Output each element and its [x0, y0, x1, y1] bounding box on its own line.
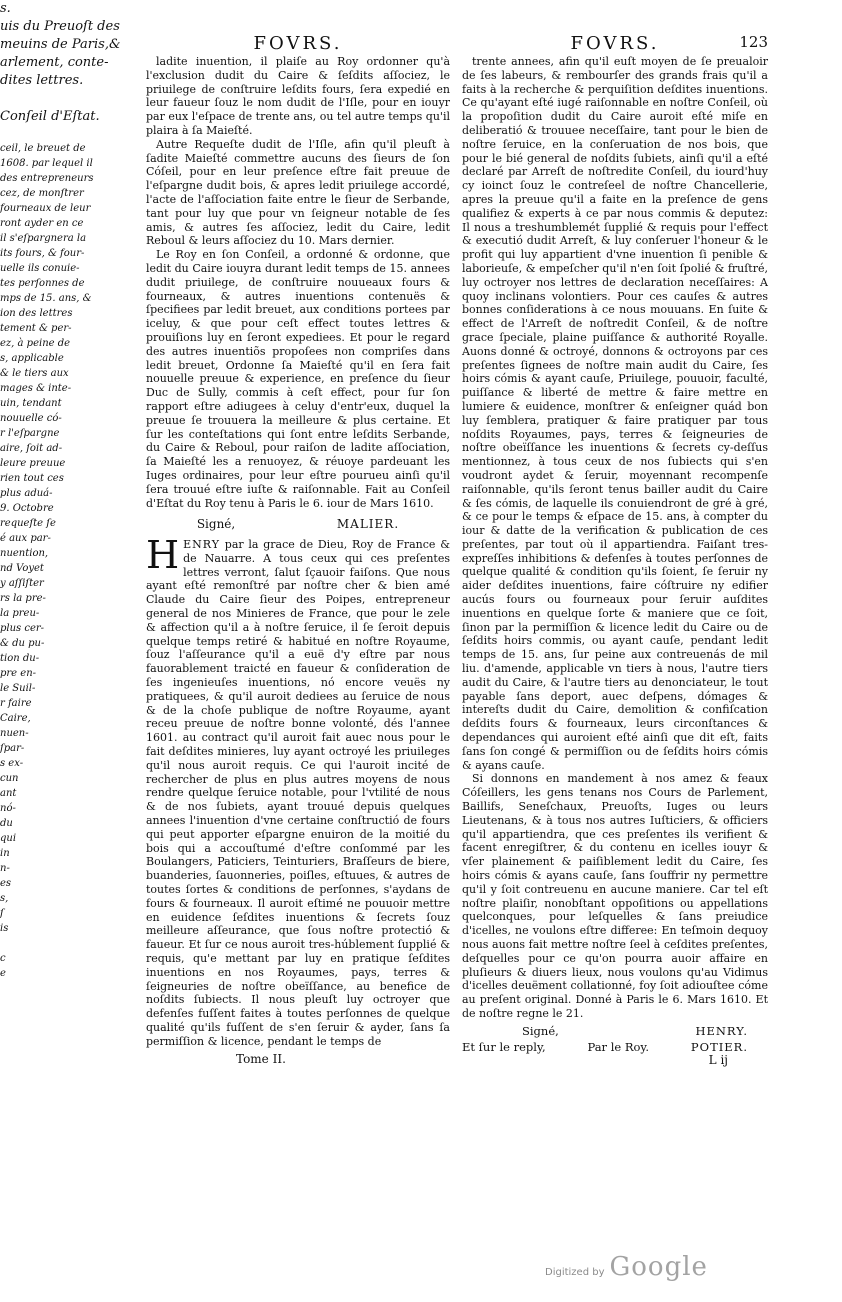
- margin-line: s,: [0, 893, 9, 904]
- margin-line: plus cer-: [0, 623, 45, 634]
- right-column: [462, 33, 768, 1068]
- margin-line: & le tiers aux: [0, 368, 69, 379]
- reply-label: Et ſur le reply,: [462, 1039, 546, 1054]
- margin-line: ſ: [0, 908, 4, 919]
- margin-line: fourneaux de leur: [0, 203, 91, 214]
- margin-line: du: [0, 818, 13, 829]
- signed-king: HENRY.: [695, 1023, 748, 1038]
- margin-line: cez, de monſtrer: [0, 188, 84, 199]
- margin-line: rs la pre-: [0, 593, 46, 604]
- margin-line: arlement, conte-: [0, 55, 109, 70]
- margin-line: plus aduá-: [0, 488, 53, 499]
- margin-line: nouuelle có-: [0, 413, 62, 424]
- margin-line: mps de 15. ans, &: [0, 293, 92, 304]
- countersignature: [462, 1041, 768, 1055]
- margin-line: 1608. par lequel il: [0, 158, 93, 169]
- margin-line: tement & per-: [0, 323, 72, 334]
- running-head-left: [146, 33, 450, 55]
- margin-line: tion du-: [0, 653, 40, 664]
- signature-mark: L ij: [708, 1053, 728, 1068]
- paragraph: Si donnons en mandement à nos amez & feaux Cóſeillers, les gens tenans nos Cours de Parlement, Baillifs, Seneſchaux, Preuoſts, Iuges ou leurs Lieutenans, & à tous nos autres Iuſticiers, & officiers qu'il appartiendra, que ces preſentes ils verifient & facent enregiſtrer, & du contenu en icelles iouyr & vſer plainement & paiſiblement ledit du Caire, ſes hoirs cómis & ayans cauſe, ſans ſouffrir ny permettre qu'il y ſoit contreuenu en aucune maniere. Car tel eſt noſtre plaiſir, nonobſtant oppoſitions ou appellations quelconques, pour leſquelles & ſans preiudice d'icelles, ne voulons eſtre differee: En teſmoin dequoy nous auons fait mettre noſtre ſeel à ceſdites preſentes, deſquelles pour ce qu'on pourra auoir affaire en pluſieurs & diuers lieux, nous voulons qu'au Vidimus d'icelles deuëment collationné, foy ſoit adiouſtee cóme au preſent original. Donné à Paris le 6. Mars 1610. Et de noſtre regne le 21.: [462, 772, 768, 1020]
- signed-label: Signé,: [196, 517, 236, 532]
- volume-label: Tome II.: [236, 1051, 286, 1066]
- watermark-brand: Google: [609, 1252, 708, 1282]
- margin-line: Caire,: [0, 713, 31, 724]
- running-head-right-text: FOVRS.: [570, 33, 660, 54]
- running-head-right: [462, 33, 768, 55]
- adjacent-page-margin: [0, 0, 128, 1100]
- first-word-rest: ENRY: [183, 538, 221, 552]
- margin-line: ez, à peine de: [0, 338, 71, 349]
- margin-line: meuins de Paris,&: [0, 37, 121, 52]
- running-head-left-text: FOVRS.: [253, 33, 343, 54]
- margin-line: nuention,: [0, 548, 49, 559]
- margin-line: is: [0, 923, 9, 934]
- margin-line: [0, 90, 128, 108]
- margin-line: ant: [0, 788, 17, 799]
- margin-line: ſpar-: [0, 743, 25, 754]
- signed-label: Signé,: [522, 1023, 559, 1038]
- margin-line: r faire: [0, 698, 32, 709]
- par-le-roy: Par le Roy.: [587, 1039, 650, 1054]
- letters-patent: [146, 533, 450, 1048]
- margin-line: aire, ſoit ad-: [0, 443, 63, 454]
- left-column: [146, 33, 450, 1066]
- margin-line: qui: [0, 833, 17, 844]
- margin-line: c: [0, 953, 6, 964]
- margin-line: nuen-: [0, 728, 29, 739]
- margin-line: e: [0, 968, 6, 979]
- margin-line: 9. Octobre: [0, 503, 54, 514]
- page-number: 123: [739, 33, 768, 51]
- paragraph: Le Roy en ſon Conſeil, a ordonné & ordonne, que ledit du Caire iouyra durant ledit temps de 15. annees dudit priuilege, de conſtruire nouueaux fours & fourneaux, & autres inuentions contenuës & ſpecifiees par ledit breuet, aux conditions portees par iceluy, & que pour ceſt effect toutes lettres & prouiſions luy en ſeront expediees. Et pour le regard des autres inuentiõs propoſees non compriſes dans ledit breuet, Ordonne ſa Maieſté qu'il en ſera fait nouuelle preuue & experience, en preſence du ſieur Duc de Sully, commis à ceſt effect, pour ſur ſon rapport eſtre adiugees à celuy d'entr'eux, duquel la preuue ſe trouuera la meilleure & plus certaine. Et ſur les conteſtations qui ſont entre leſdits Serbande, du Caire & Reboul, pour raiſon de ladite aſſociation, ſa Maieſté les a renuoyez, & réuoye pardeuant les Iuges ordinaires, pour leur eſtre pourueu ainſi qu'il ſera trouué eſtre iuſte & raiſonnable. Fait au Conſeil d'Eſtat du Roy tenu à Paris le 6. iour de Mars 1610.: [146, 248, 450, 510]
- margin-line: uis du Preuoſt des: [0, 19, 120, 34]
- margin-line: Conſeil d'Eſtat.: [0, 109, 100, 124]
- watermark-prefix: Digitized by: [545, 1267, 605, 1278]
- margin-line: des entrepreneurs: [0, 173, 94, 184]
- right-body: [462, 55, 768, 1068]
- margin-line: tes perſonnes de: [0, 278, 85, 289]
- margin-line: es: [0, 878, 12, 889]
- margin-line: cun: [0, 773, 19, 784]
- margin-line: la preu-: [0, 608, 40, 619]
- margin-line: s ex-: [0, 758, 24, 769]
- margin-line: le Suil-: [0, 683, 36, 694]
- potier-signature: POTIER.: [690, 1039, 748, 1054]
- margin-line: uin, tendant: [0, 398, 62, 409]
- paragraph: Autre Requeſte dudit de l'Iſle, afin qu'il pleuſt à ſadite Maieſté commettre aucuns des ſieurs de ſon Cóſeil, pour en leur preſence eſtre fait preuue de l'eſpargne dudit bois, & apres ledit priuilege accordé, l'acte de l'aſſociation faite entre le ſieur de Serbande, tant pour luy que pour vn ſeigneur notable de ſes amis, & autres ſes aſſociez, ledit du Caire, ledit Reboul & leurs aſſociez du 10. Mars dernier.: [146, 137, 450, 248]
- margin-line: y aſſiſter: [0, 578, 44, 589]
- margin-line: [0, 936, 128, 951]
- margin-line: uelle ils conuie-: [0, 263, 80, 274]
- margin-line: nó-: [0, 803, 16, 814]
- margin-line: mages & inte-: [0, 383, 72, 394]
- margin-line: & du pu-: [0, 638, 45, 649]
- signature-king: [462, 1025, 768, 1039]
- drop-cap: H: [146, 533, 180, 578]
- margin-line: [0, 126, 128, 141]
- margin-line: in: [0, 848, 10, 859]
- left-body: [146, 55, 450, 1066]
- digitized-watermark: [545, 1252, 708, 1282]
- margin-line: ion des lettres: [0, 308, 73, 319]
- margin-line: nd Voyet: [0, 563, 44, 574]
- margin-line: il s'eſpargnera la: [0, 233, 87, 244]
- margin-line: s, applicable: [0, 353, 64, 364]
- letters-patent-text: par la grace de Dieu, Roy de France & de Nauarre. A tous ceux qui ces preſentes lettres verront, ſalut ſçauoir faiſons. Que nous ayant eſté remonſtré par noſtre cher & bien amé Claude du Caire ſieur des Poipes, entrepreneur general de nos Minieres de France, que pour le zele & affection qu'il a à noſtre ſeruice, il ſe ſeroit depuis quelque temps retiré & habitué en noſtre Royaume, ſouz l'aſſeurance qu'il a euë d'y eſtre par nous fauorablement traicté en faueur & conſideration de ſes ingenieuſes inuentions, nó encore veuës ny pratiquees, & qu'il auroit dediees au ſeruice de nous & de la choſe publique de noſtre Royaume, ayant receu preuue de noſtre bonne volonté, dés l'annee 1601. au contract qu'il auroit fait auec nous pour le fait deſdites minieres, luy ayant octroyé les priuileges qu'il nous auroit requis. Ce qui l'auroit incité de rechercher de plus en plus autres moyens de nous rendre quelque ſeruice notable, pour l'vtilité de nous & de nos ſubiets, ayant trouué depuis quelques annees l'inuention d'vne certaine conſtructió de fours qui peut apporter eſpargne enuiron de la moitié du bois qui a accouſtumé d'eſtre conſommé par les Boulangers, Paticiers, Teinturiers, Braſſeurs de biere, buanderies, ſauonneries, poiſles, eſtuues, & autres de toutes ſortes & conditions de perſonnes, s'aydans de fours & fourneaux. Il auroit eſtimé ne pouuoir mettre en euidence ſeſdites inuentions & ſecrets ſouz meilleure aſſeurance, que ſous noſtre protectió & faueur. Et ſur ce nous auroit tres-húblement ſupplié & requis, qu'e mettant par luy en pratique ſeſdites inuentions en nos Royaumes, pays, terres & ſeigneuries de noſtre obeïſſance, au benefice de noſdits ſubiects. Il nous pleuſt luy octroyer que defenſes fuſſent faites à toutes perſonnes de quelque qualité qu'ils fuſſent de s'en ſeruir & ayder, ſans ſa permiſſion & licence, pendant le temps de: [146, 538, 450, 1048]
- signed-name: MALIER.: [336, 517, 400, 532]
- margin-line: n-: [0, 863, 10, 874]
- margin-line: ceil, le breuet de: [0, 143, 86, 154]
- margin-line: its fours, & four-: [0, 248, 85, 259]
- margin-line: s.: [0, 1, 11, 16]
- margin-line: r l'eſpargne: [0, 428, 60, 439]
- signature-malier: [146, 518, 450, 532]
- paragraph: ladite inuention, il plaiſe au Roy ordonner qu'à l'exclusion dudit du Caire & ſeſdits aſſociez, le priuilege de conſtruire leſdits fours, ſera expedié en leur faueur ſouz le nom dudit de l'Iſle, pour en iouyr par eux l'eſpace de trente ans, ou tel autre temps qu'il plaira à ſa Maieſté.: [146, 55, 450, 137]
- margin-line: dites lettres.: [0, 73, 84, 88]
- margin-line: ront ayder en ce: [0, 218, 84, 229]
- margin-line: requeſte ſe: [0, 518, 56, 529]
- paragraph: trente annees, afin qu'il euſt moyen de ſe preualoir de ſes labeurs, & rembourſer des grands frais qu'il a faits à la recherche & perquiſition deſdites inuentions. Ce qu'ayant eſté iugé raiſonnable en noſtre Conſeil, où la propoſition dudit du Caire auroit eſté miſe en deliberatió & trouuee neceſſaire, tant pour le bien de noſtre ſeruice, en la conſeruation de nos bois, que pour le bié general de noſdits ſubiets, ainſi qu'il a eſté declaré par Arreſt de noſtredite Conſeil, du iourd'huy cy ioinct ſouz le contreſeel de noſtre Chancellerie, apres la preuue qu'il a faite en la preſence de gens qualifiez & experts à ce par nous commis & deputez: Il nous a treshumblemét ſupplié & requis pour l'effect & executió dudit Arreſt, & luy conſeruer l'honeur & le profit qui luy appartient d'vne inuention ſi penible & laborieuſe, & empeſcher qu'il n'en ſoit ſpolié & fruſtré, luy octroyer nos lettres de declaration neceſſaires: A quoy inclinans volontiers. Pour ces cauſes & autres bonnes conſiderations à ce nous mouuans. En ſuite & effect de l'Arreſt de noſtredit Conſeil, & de noſtre grace ſpeciale, plaine puiſſance & authorité Royalle. Auons donné & octroyé, donnons & octroyons par ces preſentes ſignees de noſtre main audit du Caire, ſes hoirs cómis & ayant cauſe, Priuilege, pouuoir, faculté, puiſſance & liberté de mettre & faire mettre en lumiere & euidence, monſtrer & enſeigner quád bon luy ſemblera, pratiquer & faire pratiquer par tous noſdits Royaumes, pays, terres & ſeigneuries de noſtre obeïſſance les inuentions & ſecrets cy-deſſus mentionnez, à tous ceux de nos ſubiects qui s'en voudront aydet & ſeruir, moyennant recompenſe raiſonnable, qu'ils ſeront tenus bailler audit du Caire & ſes cómis, de laquelle ils conuiendront de gré à gré, & ce pour le temps & eſpace de 15. ans, à compter du iour & datte de la verification & publication de ces preſentes, par tout où il appartiendra. Faiſant tres-expreſſes inhibitions & defenſes à toutes perſonnes de quelque qualité & condition qu'ils ſoient, ſe ſeruir ny aider deſdites inuentions, faire cóſtruire ny edifier aucús fours ou fourneaux pour ſeruir auſdites inuentions en quelque ſorte & maniere que ce ſoit, ſinon par la permiſſion & licence ledit du Caire ou de ſeſdits hoirs commis, ou ayant cauſe, pendant ledit temps de 15. ans, ſur peine aux contreuenás de mil liu. d'amende, applicable vn tiers à nous, l'autre tiers audit du Caire, & l'autre tiers au denonciateur, le tout payable ſans deport, auec deſpens, dómages & intereſts dudit du Caire, demolition & confiſcation deſdits fours & fourneaux, leurs circonſtances & dependances qui auroient eſté ainſi que dit eſt, faits ſans ſon congé & permiſſion ou de ſeſdits hoirs cómis & ayans cauſe.: [462, 55, 768, 772]
- margin-line: é aux par-: [0, 533, 51, 544]
- margin-line: pre en-: [0, 668, 37, 679]
- margin-line: rien tout ces: [0, 473, 64, 484]
- margin-line: leure preuue: [0, 458, 66, 469]
